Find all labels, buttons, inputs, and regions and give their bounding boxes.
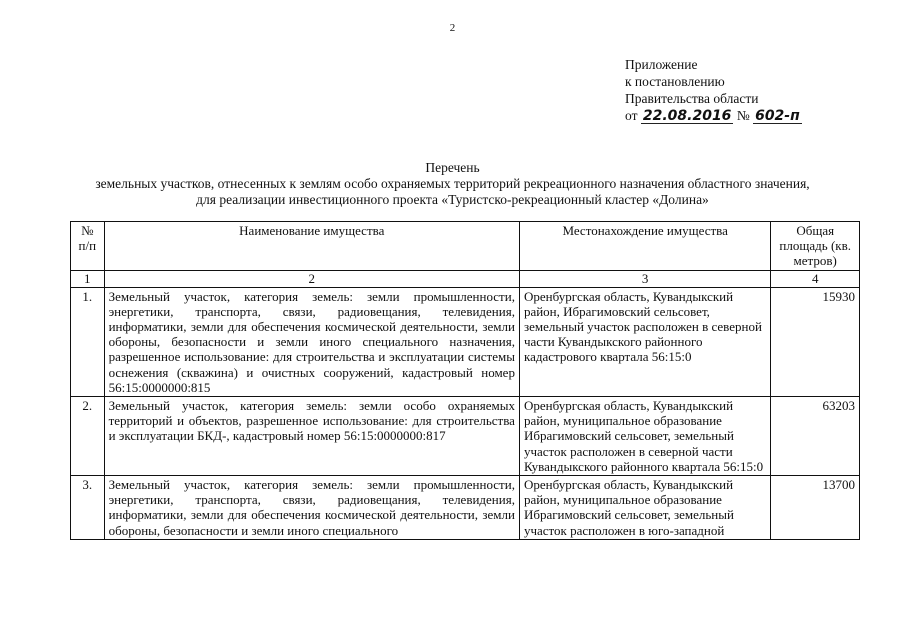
column-index: 2	[104, 270, 519, 287]
table-row	[71, 287, 860, 396]
row-location: Оренбургская область, Кувандыкский район, муниципальное образование Ибрагимовский сельсовет, земельный участок расположен в юго-западной	[519, 476, 770, 540]
table-header-row	[71, 222, 860, 271]
table-row	[71, 476, 860, 540]
row-num: 3.	[71, 476, 105, 540]
appendix-line-3: Правительства области	[625, 91, 759, 106]
header-location: Местонахождение имущества	[519, 222, 770, 271]
land-plots-table	[70, 221, 860, 540]
row-location: Оренбургская область, Кувандыкский район, муниципальное образование Ибрагимовский сельсовет, земельный участок расположен в северной части Кувандыкского районного квартала 56:15:0	[519, 397, 770, 476]
column-index: 3	[519, 270, 770, 287]
header-name: Наименование имущества	[104, 222, 519, 271]
title-line-2: земельных участков, отнесенных к землям особо охраняемых территорий рекреационного назначения областного значения,	[95, 176, 810, 191]
date-prefix: от	[625, 108, 638, 123]
handwritten-number: 602-п	[755, 108, 800, 124]
column-index: 1	[71, 270, 105, 287]
row-name: Земельный участок, категория земель: земли промышленности, энергетики, транспорта, связи, радиовещания, телевидения, информатики, земли для обеспечения космической деятельности, земли обороны, безопасности и земли иного специального назначения, разрешенное использование: для строительства и эксплуатации системы оснежения (скважина) и очистных сооружений, кадастровый номер 56:15:0000000:815	[104, 287, 519, 396]
appendix-line-2: к постановлению	[625, 74, 725, 89]
title-line-3: для реализации инвестиционного проекта «Туристско-рекреационный кластер «Долина»	[196, 192, 709, 207]
header-area: Общая площадь (кв. метров)	[771, 222, 860, 271]
row-name: Земельный участок, категория земель: земли промышленности, энергетики, транспорта, связи, радиовещания, телевидения, информатики, земли для обеспечения космической деятельности, земли обороны, безопасности и земли иного специального	[104, 476, 519, 540]
appendix-line-1: Приложение	[625, 57, 698, 72]
row-area: 13700	[771, 476, 860, 540]
row-num: 2.	[71, 397, 105, 476]
row-area: 63203	[771, 397, 860, 476]
header-num: № п/п	[71, 222, 105, 271]
row-num: 1.	[71, 287, 105, 396]
column-index-row	[71, 270, 860, 287]
number-prefix: №	[736, 108, 750, 123]
title-line-1: Перечень	[425, 160, 480, 175]
row-location: Оренбургская область, Кувандыкский район, Ибрагимовский сельсовет, земельный участок расположен в северной части Кувандыкского районного кадастрового квартала 56:15:0	[519, 287, 770, 396]
handwritten-date: 22.08.2016	[642, 108, 732, 124]
row-name: Земельный участок, категория земель: земли особо охраняемых территорий и объектов, разрешенное использование: для строительства и эксплуатации БКД-, кадастровый номер 56:15:0000000:817	[104, 397, 519, 476]
page-number: 2	[449, 22, 456, 34]
column-index: 4	[771, 270, 860, 287]
row-area: 15930	[771, 287, 860, 396]
table-row	[71, 397, 860, 476]
